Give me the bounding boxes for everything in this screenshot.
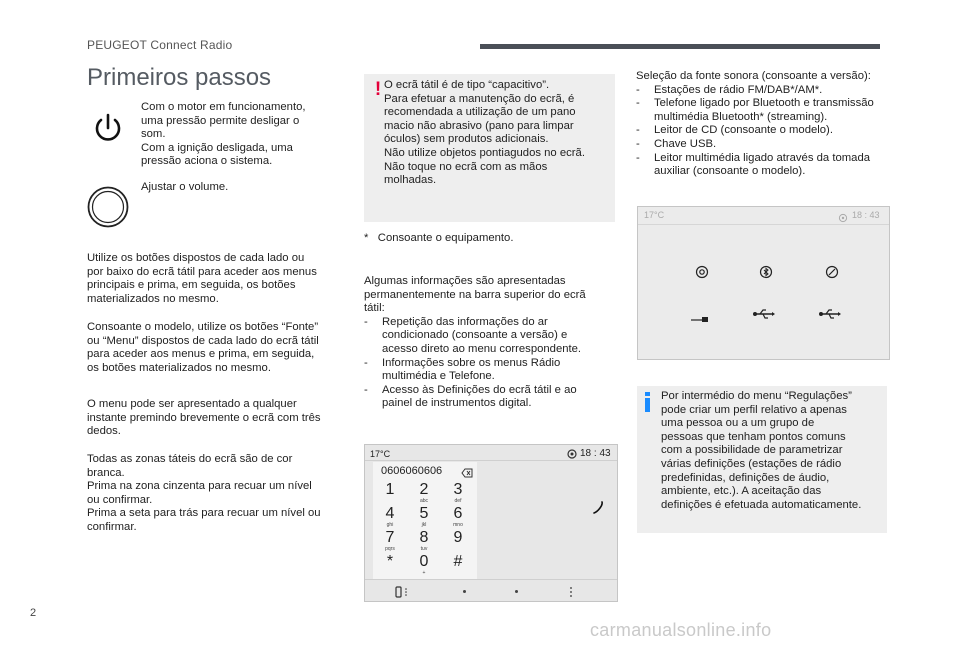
- list-item: [636, 124, 898, 138]
- keypad-key[interactable]: [407, 529, 441, 553]
- text-line: O menu pode ser apresentado a qualquer: [87, 398, 297, 410]
- sources-section: [636, 70, 898, 179]
- call-icon[interactable]: [591, 501, 605, 515]
- list-item: [636, 84, 898, 98]
- keypad-key[interactable]: [441, 553, 475, 577]
- warning-text: [384, 79, 612, 188]
- page-dot-icon: [515, 590, 518, 593]
- text-line: Todas as zonas táteis do ecrã são de cor: [87, 453, 293, 465]
- text-line: permanentemente na barra superior do ecrã: [364, 288, 586, 301]
- phone-menu-icon[interactable]: [395, 585, 409, 597]
- text-line: Leitor de CD (consoante o modelo).: [654, 124, 833, 137]
- key-letters: ghi: [386, 522, 394, 528]
- text-line: Leitor multimédia ligado através da tomada: [654, 151, 871, 164]
- list-item: [636, 152, 898, 179]
- volume-knob-icon: [87, 186, 129, 228]
- list-item: [636, 97, 898, 124]
- warning-icon: !: [374, 79, 382, 100]
- page-dot-icon: [463, 590, 466, 593]
- usb-source-icon[interactable]: [818, 307, 842, 321]
- keypad-key[interactable]: [407, 553, 441, 577]
- temperature-readout: 17°C: [644, 210, 665, 220]
- aux-source-icon[interactable]: [690, 310, 710, 320]
- list-item: [636, 138, 898, 152]
- divider: [638, 224, 889, 225]
- text-line: Repetição das informações do ar: [382, 315, 548, 328]
- radio-source-icon[interactable]: [695, 265, 709, 279]
- key-digit: 6: [453, 505, 463, 522]
- paragraph: [87, 398, 347, 439]
- text-line: O ecrã tátil é de tipo “capacitivo”.: [384, 79, 550, 91]
- keypad-key[interactable]: [373, 481, 407, 505]
- text-line: Consoante o modelo, utilize os botões “Fonte”: [87, 321, 319, 333]
- text-line: instante premindo brevemente o ecrã com três: [87, 411, 321, 424]
- text-line: uma pessoa ou a um grupo de: [661, 417, 815, 430]
- text-line: ou “Menu” dispostos de cada lado do ecrã tátil: [87, 334, 319, 347]
- text-line: confirmar.: [87, 520, 137, 533]
- text-line: pessoas que tenham pontos comuns: [661, 430, 846, 443]
- settings-icon: [566, 447, 578, 459]
- footnote: * Consoante o equipamento.: [364, 232, 514, 244]
- key-digit: 0: [419, 553, 429, 570]
- keypad-key[interactable]: [441, 529, 475, 553]
- text-line: macio não abrasivo (pano para limpar: [384, 119, 574, 132]
- text-line: condicionado (consoante a versão) e: [382, 329, 568, 342]
- running-header: PEUGEOT Connect Radio: [87, 38, 233, 52]
- paragraph: [87, 453, 347, 535]
- key-digit: 4: [385, 505, 395, 522]
- text-line: ambiente, etc.). A aceitação das: [661, 485, 822, 498]
- sources-screen: [637, 206, 890, 360]
- text-line: multimédia e Telefone.: [382, 370, 495, 383]
- text-line: ou confirmar.: [87, 493, 153, 506]
- text-line: auxiliar (consoante o modelo).: [654, 165, 806, 178]
- text-line: molhadas.: [384, 174, 437, 187]
- text-line: os botões materializados no mesmo.: [87, 361, 271, 374]
- text-line: pressão aciona o sistema.: [141, 155, 273, 168]
- text-line: Informações sobre os menus Rádio: [382, 356, 561, 369]
- clock-readout: 18 : 43: [852, 210, 880, 220]
- keypad-key[interactable]: [373, 553, 407, 577]
- text-line: dedos.: [87, 425, 121, 438]
- divider: [365, 460, 617, 461]
- keypad: [373, 481, 477, 577]
- text-line: Algumas informações são apresentadas: [364, 275, 566, 287]
- key-digit: 9: [453, 529, 463, 546]
- text-line: acesso direto ao menu correspondente.: [382, 342, 582, 355]
- key-digit: *: [386, 553, 394, 570]
- paragraph: [87, 252, 347, 306]
- text-line: multimédia Bluetooth* (streaming).: [654, 110, 828, 123]
- key-letters: tuv: [420, 546, 428, 552]
- text-line: predefinidas, definições de áudio,: [661, 471, 830, 484]
- settings-icon: [838, 210, 848, 220]
- usb-source-icon[interactable]: [752, 307, 776, 321]
- text-line: óculos) sem produtos adicionais.: [384, 133, 549, 146]
- text-line: branca.: [87, 466, 125, 479]
- key-letters: mno: [453, 522, 463, 528]
- key-letters: pqrs: [385, 546, 395, 552]
- section-title: Seleção da fonte sonora (consoante a versão):: [636, 70, 871, 82]
- paragraph: [87, 321, 347, 375]
- list-item: [364, 316, 614, 357]
- key-digit: 1: [385, 481, 395, 498]
- text-line: Com a ignição desligada, uma: [141, 141, 293, 154]
- bullet-list: [636, 84, 898, 179]
- text-line: Prima a seta para trás para recuar um nível ou: [87, 507, 321, 520]
- backspace-icon[interactable]: [461, 465, 473, 475]
- info-icon: [643, 392, 652, 412]
- keypad-key[interactable]: [441, 481, 475, 505]
- phone-screen: [364, 444, 618, 602]
- text-line: Telefone ligado por Bluetooth e transmissão: [654, 97, 874, 110]
- text-line: definições é efetuada automaticamente.: [661, 498, 862, 511]
- text-line: Acesso às Definições do ecrã tátil e ao: [382, 383, 577, 396]
- page-title: Primeiros passos: [87, 64, 272, 91]
- key-letters: def: [454, 498, 462, 504]
- watermark: carmanualsonline.info: [590, 620, 772, 640]
- volume-description: Ajustar o volume.: [141, 181, 229, 193]
- bluetooth-source-icon[interactable]: [759, 265, 773, 279]
- text-line: Com o motor em funcionamento,: [141, 101, 306, 113]
- text-line: painel de instrumentos digital.: [382, 397, 532, 410]
- power-icon: [88, 108, 128, 148]
- text-line: Utilize os botões dispostos de cada lado ou: [87, 252, 305, 264]
- text-line: principais e prima, em seguida, os botões: [87, 279, 296, 292]
- text-line: Estações de rádio FM/DAB*/AM*.: [654, 83, 823, 96]
- keypad-key[interactable]: [407, 481, 441, 505]
- text-line: Para efetuar a manutenção do ecrã, é: [384, 92, 575, 105]
- temperature-readout: 17°C: [370, 449, 391, 459]
- text-line: pode criar um perfil relativo a apenas: [661, 403, 847, 416]
- divider: [365, 579, 617, 580]
- key-digit: 5: [419, 505, 429, 522]
- key-digit: 8: [419, 529, 429, 546]
- key-digit: 2: [419, 481, 429, 498]
- list-item: [364, 357, 614, 384]
- header-bar: [480, 44, 880, 49]
- key-digit: #: [453, 553, 463, 570]
- text-line: para aceder aos menus e prima, em seguida,: [87, 348, 315, 361]
- page-number: 2: [30, 607, 37, 619]
- text-line: uma pressão permite desligar o: [141, 114, 300, 127]
- more-options-icon[interactable]: [569, 585, 573, 597]
- key-letters: abc: [419, 498, 429, 504]
- power-description: [141, 101, 341, 169]
- keypad-key[interactable]: [441, 505, 475, 529]
- text-line: Prima na zona cinzenta para recuar um nível: [87, 480, 312, 493]
- paragraph: [364, 275, 614, 411]
- dialed-number: 0606060606: [381, 465, 443, 477]
- text-line: som.: [141, 128, 166, 141]
- keypad-key[interactable]: [373, 505, 407, 529]
- key-letters: +: [422, 570, 426, 576]
- text-line: Não toque no ecrã com as mãos: [384, 160, 548, 173]
- info-text: [661, 390, 887, 512]
- keypad-key[interactable]: [407, 505, 441, 529]
- text-line: materializados no mesmo.: [87, 292, 219, 305]
- key-digit: 7: [385, 529, 395, 546]
- text-line: Por intermédio do menu “Regulações”: [661, 390, 852, 402]
- cd-source-icon[interactable]: [825, 265, 839, 279]
- key-letters: jkl: [421, 522, 427, 528]
- clock-readout: 18 : 43: [580, 448, 611, 459]
- text-line: Não utilize objetos pontiagudos no ecrã.: [384, 146, 585, 159]
- bullet-list: [364, 316, 614, 411]
- list-item: [364, 384, 614, 411]
- keypad-key[interactable]: [373, 529, 407, 553]
- text-line: recomendada a utilização de um pano: [384, 106, 576, 119]
- text-line: tátil:: [364, 302, 385, 315]
- text-line: Chave USB.: [654, 137, 717, 150]
- key-digit: 3: [453, 481, 463, 498]
- text-line: por baixo do ecrã tátil para aceder aos menus: [87, 265, 317, 278]
- text-line: várias definições (estações de rádio: [661, 457, 842, 470]
- text-line: com a possibilidade de parametrizar: [661, 444, 843, 457]
